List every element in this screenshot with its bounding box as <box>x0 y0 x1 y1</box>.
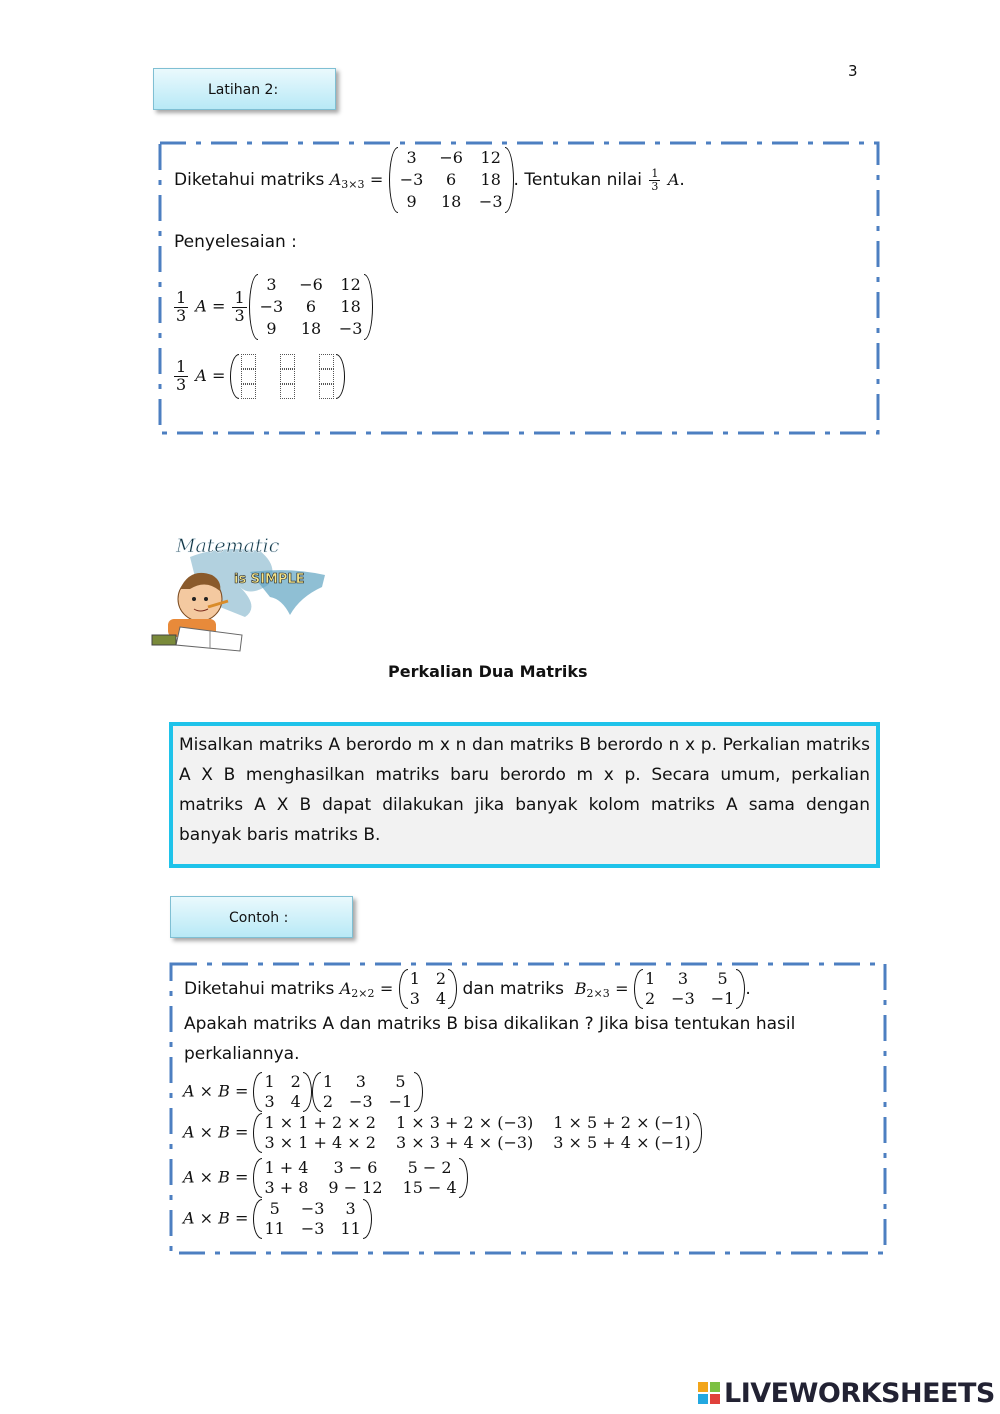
matrix-b-cell: −1 <box>710 989 735 1008</box>
matrix-a-cell: −6 <box>299 275 323 294</box>
answer-input[interactable] <box>280 384 295 399</box>
product-expansion-cell: 3 × 5 + 4 × (−1) <box>553 1133 691 1152</box>
student-illustration <box>150 527 335 655</box>
matrix-b-cell: 5 <box>717 969 728 988</box>
contoh-label: Contoh : <box>170 896 353 938</box>
matrix-a-copy <box>249 274 374 340</box>
product-sum-cell: 3 + 8 <box>264 1178 309 1197</box>
product-sum-cell: 9 − 12 <box>328 1178 383 1197</box>
matrix-a-cell: 3 <box>264 1092 275 1111</box>
matrix-a-cell: 18 <box>480 170 501 189</box>
product-step-3: A × B = 1 + 4 3 − 6 5 − 2 3 + 8 9 − 12 15 − 4 <box>183 1158 468 1198</box>
definition-box: Misalkan matriks A berordo m x n dan matriks B berordo n x p. Perkalian matriks A X B menghasilkan matriks baru berordo m x p. Secara umum, perkalian matriks A X B dapat dilakukan jika banyak kolom matriks A sama dengan banyak baris matriks B. <box>169 722 880 868</box>
matrix-a-cell: −3 <box>399 170 424 189</box>
product-expansion-cell: 3 × 3 + 4 × (−3) <box>395 1133 534 1152</box>
liveworksheets-icon <box>698 1382 720 1404</box>
matrix-a-cell: 2 <box>290 1072 301 1091</box>
answer-input[interactable] <box>319 354 334 369</box>
matrix-b-cell: 2 <box>644 989 656 1008</box>
matrix-a-cell: 1 <box>264 1072 275 1091</box>
product-step-1: A × B = 1 2 3 4 1 3 5 2 −3 −1 <box>183 1072 423 1112</box>
matrix-a-label: $A_{3\times 3}$ <box>329 170 365 191</box>
matrix-b-cell: 1 <box>322 1072 334 1091</box>
matrix-b-cell: −3 <box>349 1092 373 1111</box>
solution-step-1: $\frac{1}{3}$ A = $\frac{1}{3}$ 3 −6 12 −3 6 18 9 18 −3 <box>172 274 373 340</box>
product-step-2: A × B = 1 × 1 + 2 × 2 1 × 3 + 2 × (−3) 1 × 5 + 2 × (−1) 3 × 1 + 4 × 2 3 × 3 + 4 × (−3) 3 × 5 + 4 × (−1) <box>183 1113 702 1153</box>
product-sum-cell: 3 − 6 <box>333 1158 378 1177</box>
matrix-a-cell: 9 <box>406 192 417 211</box>
matrix-b <box>634 969 745 1009</box>
matrix-a-cell: 18 <box>300 319 322 338</box>
product-result-cell: −3 <box>300 1219 325 1238</box>
matrix-b-cell: −1 <box>388 1092 413 1111</box>
product-expansion-cell: 1 × 1 + 2 × 2 <box>264 1113 376 1132</box>
matrix-a-cell: 1 <box>409 969 420 988</box>
product-expansion-cell: 3 × 1 + 4 × 2 <box>264 1133 376 1152</box>
answer-input[interactable] <box>280 354 295 369</box>
matrix-a-cell: 6 <box>305 297 317 316</box>
matematic-logo <box>150 527 335 655</box>
section-title: Perkalian Dua Matriks <box>388 662 588 681</box>
matrix-a-cell: 12 <box>480 148 501 167</box>
answer-input[interactable] <box>319 369 334 384</box>
matrix-a <box>389 147 514 213</box>
matrix-a-cell: 18 <box>340 297 361 316</box>
contoh-intro: Diketahui matriks $A_{2\times 2}$ = 1 2 3 4 dan matriks $B_{2\times 3}$ = 1 3 5 2 −3 −1 . <box>184 969 751 1008</box>
matrix-b-cell: −3 <box>671 989 695 1008</box>
matrix-b-cell: 3 <box>677 969 689 988</box>
answer-input[interactable] <box>280 369 295 384</box>
matrix-a-cell: −3 <box>478 192 503 211</box>
matrix-a-cell: −3 <box>338 319 363 338</box>
matrix-a-cell: 2 <box>435 969 447 988</box>
matrix-b-cell: 1 <box>644 969 656 988</box>
answer-matrix <box>230 354 345 399</box>
liveworksheets-watermark: LIVEWORKSHEETS <box>698 1378 995 1409</box>
product-sum-cell: 1 + 4 <box>264 1158 309 1177</box>
product-result-cell: 11 <box>340 1219 361 1238</box>
product-result-cell: −3 <box>300 1199 325 1218</box>
product-expansion-cell: 1 × 5 + 2 × (−1) <box>553 1113 691 1132</box>
solution-label: Penyelesaian : <box>174 232 297 252</box>
matrix-a <box>399 969 457 1009</box>
matrix-a-cell: 3 <box>409 989 420 1008</box>
latihan-question: Diketahui matriks $A_{3\times 3}$ = 3 −6 12 −3 6 18 9 18 −3 . Tentukan nilai $\frac{1}{3}$ A. <box>174 148 685 211</box>
matrix-a-cell: 4 <box>435 989 447 1008</box>
product-sum-cell: 5 − 2 <box>407 1158 452 1177</box>
matrix-a-cell: 4 <box>290 1092 301 1111</box>
matrix-b-cell: 5 <box>395 1072 406 1091</box>
matrix-a-cell: −3 <box>259 297 284 316</box>
matrix-a-cell: 12 <box>340 275 361 294</box>
product-result-cell: 5 <box>269 1199 280 1218</box>
fraction-one-third: $\frac{1}{3}$ <box>651 166 659 193</box>
matrix-a-cell: −6 <box>439 148 463 167</box>
answer-input[interactable] <box>241 384 256 399</box>
matrix-a-cell: 18 <box>440 192 462 211</box>
matrix-a-cell: 3 <box>266 275 277 294</box>
product-result: A × B = 5 −3 3 11 −3 11 <box>183 1199 372 1239</box>
matrix-b-cell: 3 <box>355 1072 366 1091</box>
product-expansion-cell: 1 × 3 + 2 × (−3) <box>395 1113 534 1132</box>
contoh-question-cont: perkaliannya. <box>184 1044 300 1064</box>
answer-input[interactable] <box>319 384 334 399</box>
product-result-cell: 3 <box>345 1199 356 1218</box>
latihan-label: Latihan 2: <box>153 68 336 110</box>
product-result-cell: 11 <box>264 1219 285 1238</box>
logo-text-2: is SIMPLE <box>234 572 305 587</box>
matrix-a-cell: 9 <box>266 319 277 338</box>
solution-step-2: $\frac{1}{3}$ A = <box>172 354 345 399</box>
contoh-question: Apakah matriks A dan matriks B bisa dikalikan ? Jika bisa tentukan hasil <box>184 1014 796 1034</box>
page-number: 3 <box>848 62 858 80</box>
answer-input[interactable] <box>241 369 256 384</box>
matrix-b-cell: 2 <box>322 1092 334 1111</box>
matrix-a-cell: 3 <box>406 148 417 167</box>
matrix-a-cell: 6 <box>446 170 457 189</box>
logo-text-1: Matematic <box>176 535 280 557</box>
product-sum-cell: 15 − 4 <box>402 1178 457 1197</box>
answer-input[interactable] <box>241 354 256 369</box>
